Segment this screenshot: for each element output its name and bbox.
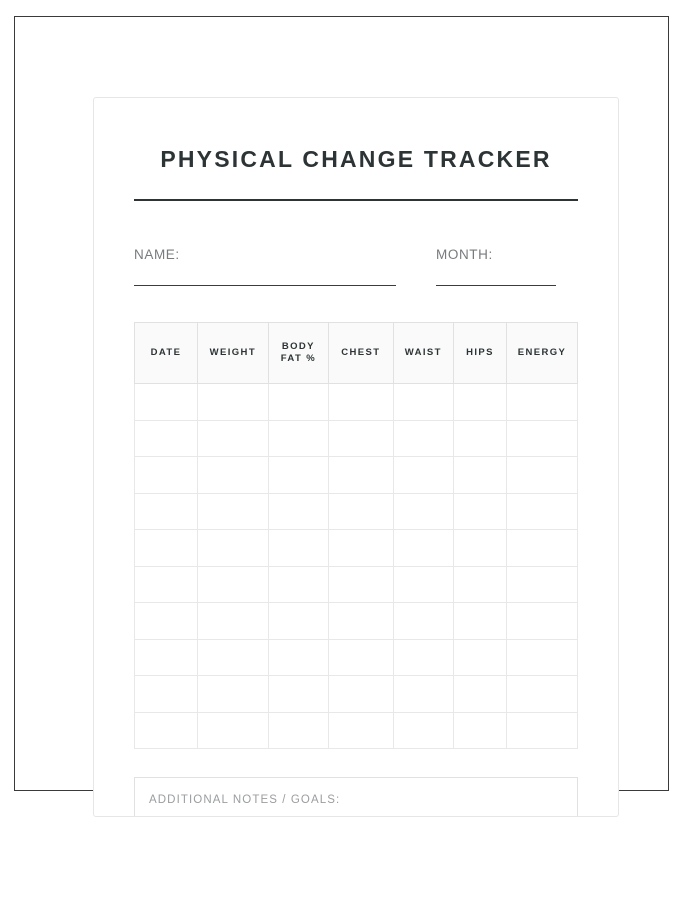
table-cell[interactable]	[453, 457, 506, 494]
table-cell[interactable]	[197, 457, 268, 494]
table-cell[interactable]	[507, 603, 578, 640]
table-cell[interactable]	[329, 676, 394, 713]
table-cell[interactable]	[329, 530, 394, 567]
table-row	[135, 420, 578, 457]
table-cell[interactable]	[135, 603, 198, 640]
table-cell[interactable]	[268, 420, 328, 457]
table-cell[interactable]	[507, 493, 578, 530]
table-cell[interactable]	[453, 603, 506, 640]
table-cell[interactable]	[453, 530, 506, 567]
table-cell[interactable]	[135, 493, 198, 530]
table-cell[interactable]	[393, 676, 453, 713]
table-cell[interactable]	[453, 712, 506, 749]
table-cell[interactable]	[197, 676, 268, 713]
month-field-group	[436, 247, 556, 286]
table-row	[135, 566, 578, 603]
table-cell[interactable]	[197, 384, 268, 421]
table-row	[135, 639, 578, 676]
document-card	[93, 97, 619, 817]
table-row	[135, 676, 578, 713]
month-field-label: MONTH:	[436, 247, 493, 262]
table-cell[interactable]	[507, 676, 578, 713]
table-cell[interactable]	[453, 493, 506, 530]
table-cell[interactable]	[453, 566, 506, 603]
column-header-chest: CHEST	[329, 323, 394, 384]
table-cell[interactable]	[197, 603, 268, 640]
additional-notes-box[interactable]	[134, 777, 578, 817]
table-cell[interactable]	[135, 676, 198, 713]
table-cell[interactable]	[268, 712, 328, 749]
document-content	[94, 98, 618, 817]
table-cell[interactable]	[197, 639, 268, 676]
table-cell[interactable]	[507, 530, 578, 567]
table-row	[135, 712, 578, 749]
table-cell[interactable]	[329, 457, 394, 494]
table-cell[interactable]	[507, 420, 578, 457]
table-cell[interactable]	[329, 712, 394, 749]
table-cell[interactable]	[393, 603, 453, 640]
table-cell[interactable]	[197, 493, 268, 530]
table-cell[interactable]	[135, 420, 198, 457]
table-cell[interactable]	[507, 384, 578, 421]
table-header-row	[135, 323, 578, 384]
table-cell[interactable]	[135, 530, 198, 567]
table-body	[135, 384, 578, 749]
table-cell[interactable]	[135, 457, 198, 494]
table-row	[135, 603, 578, 640]
table-cell[interactable]	[268, 457, 328, 494]
table-cell[interactable]	[268, 639, 328, 676]
column-header-weight: WEIGHT	[197, 323, 268, 384]
table-row	[135, 457, 578, 494]
table-cell[interactable]	[135, 566, 198, 603]
table-header	[135, 323, 578, 384]
table-cell[interactable]	[393, 566, 453, 603]
table-cell[interactable]	[268, 566, 328, 603]
table-cell[interactable]	[393, 493, 453, 530]
page-title: PHYSICAL CHANGE TRACKER	[160, 146, 552, 172]
table-cell[interactable]	[197, 420, 268, 457]
table-row	[135, 384, 578, 421]
table-row	[135, 530, 578, 567]
table-cell[interactable]	[197, 712, 268, 749]
name-field-input[interactable]	[134, 284, 396, 286]
table-cell[interactable]	[268, 384, 328, 421]
page-border	[14, 16, 669, 806]
column-header-hips: HIPS	[453, 323, 506, 384]
table-cell[interactable]	[453, 420, 506, 457]
table-cell[interactable]	[393, 384, 453, 421]
column-header-waist: WAIST	[393, 323, 453, 384]
column-header-body-fat: BODY FAT %	[268, 323, 328, 384]
table-cell[interactable]	[453, 384, 506, 421]
table-cell[interactable]	[453, 676, 506, 713]
table-cell[interactable]	[393, 712, 453, 749]
table-cell[interactable]	[329, 384, 394, 421]
table-cell[interactable]	[393, 639, 453, 676]
table-cell[interactable]	[135, 639, 198, 676]
table-cell[interactable]	[135, 712, 198, 749]
table-cell[interactable]	[453, 639, 506, 676]
column-header-energy: ENERGY	[507, 323, 578, 384]
table-cell[interactable]	[507, 639, 578, 676]
table-cell[interactable]	[329, 639, 394, 676]
table-cell[interactable]	[135, 384, 198, 421]
measurements-table	[134, 322, 578, 749]
table-cell[interactable]	[507, 457, 578, 494]
table-cell[interactable]	[329, 420, 394, 457]
table-cell[interactable]	[268, 603, 328, 640]
table-cell[interactable]	[268, 676, 328, 713]
title-divider	[134, 199, 578, 201]
table-cell[interactable]	[197, 566, 268, 603]
table-cell[interactable]	[507, 566, 578, 603]
column-header-date: DATE	[135, 323, 198, 384]
table-cell[interactable]	[329, 493, 394, 530]
name-field-label: NAME:	[134, 247, 180, 262]
table-cell[interactable]	[268, 530, 328, 567]
form-fields	[134, 247, 578, 286]
table-row	[135, 493, 578, 530]
table-cell[interactable]	[393, 420, 453, 457]
month-field-input[interactable]	[436, 284, 556, 286]
additional-notes-label: ADDITIONAL NOTES / GOALS:	[149, 794, 341, 806]
table-cell[interactable]	[268, 493, 328, 530]
table-cell[interactable]	[507, 712, 578, 749]
table-cell[interactable]	[329, 603, 394, 640]
table-cell[interactable]	[393, 457, 453, 494]
table-cell[interactable]	[393, 530, 453, 567]
name-field-group	[134, 247, 396, 286]
table-cell[interactable]	[329, 566, 394, 603]
table-cell[interactable]	[197, 530, 268, 567]
